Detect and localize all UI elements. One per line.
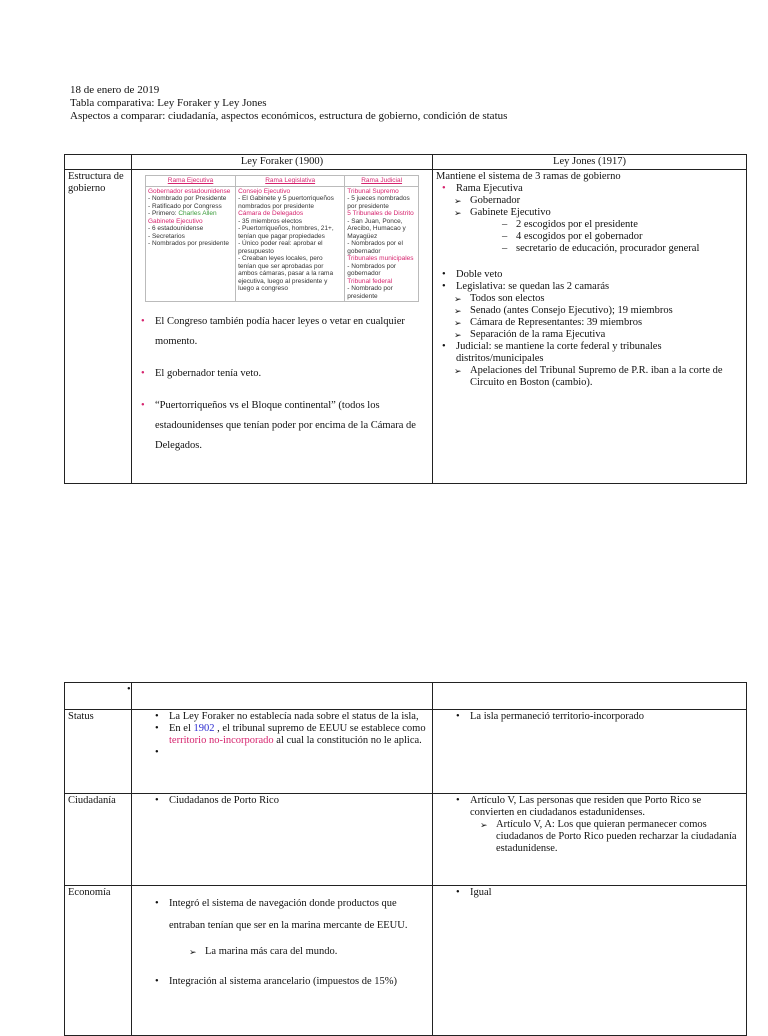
- aspects-line: Aspectos a comparar: ciudadanía, aspectos económicos, estructura de gobierno, condición de status: [70, 110, 508, 122]
- inner-item: - Nombrado por Presidente: [148, 195, 227, 202]
- list-item: • Ciudadanos de Porto Rico: [149, 795, 429, 807]
- list-item: ➢ Cámara de Representantes: 39 miembros: [436, 317, 743, 329]
- jones-economia-cell: [433, 886, 747, 1036]
- date-line: 18 de enero de 2019: [70, 84, 160, 96]
- branch-ejecutiva-content: [146, 186, 236, 302]
- list-item: – 4 escogidos por el gobernador: [436, 231, 743, 243]
- empty-header-cell: [132, 683, 433, 710]
- list-item: ➢ Separación de la rama Ejecutiva: [436, 329, 743, 341]
- list-item: ➢ Gobernador: [436, 195, 743, 207]
- row-label-status: Status: [65, 710, 132, 794]
- camara-title: Cámara de Delegados: [238, 210, 304, 217]
- row-label-estructura: Estructura de gobierno: [65, 170, 132, 484]
- document-header: [70, 84, 507, 123]
- term-highlight: territorio no-incorporado: [169, 735, 274, 746]
- corner-cell: [65, 155, 132, 170]
- list-item: ➢ Gabinete Ejecutivo: [436, 207, 743, 219]
- list-item: • Rama Ejecutiva: [436, 183, 743, 195]
- inner-item: - San Juan, Ponce, Arecibo, Humacao y Mayagüez: [347, 217, 406, 240]
- inner-item: - 35 miembros electos: [238, 217, 303, 225]
- list-item: ➢ Todos son electos: [436, 293, 743, 305]
- list-item: ➢ La marina más cara del mundo.: [171, 941, 429, 963]
- foraker-branches-table: [145, 175, 419, 302]
- comparison-table-2: [64, 682, 747, 1036]
- branch-ejecutiva-header: Rama Ejecutiva: [146, 176, 236, 187]
- foraker-bullets: [135, 312, 429, 456]
- list-item: • La Ley Foraker no establecía nada sobre el status de la isla,: [149, 711, 429, 723]
- list-item: ➢ Artículo V, A: Los que quieran permanecer comos ciudadanos de Porto Rico pueden recharzar la ciudadanía estadunidense.: [462, 819, 743, 855]
- jones-list-3: [436, 341, 743, 365]
- inner-item: - Secretarios: [148, 232, 185, 240]
- list-item: – secretario de educación, procurador general: [436, 243, 743, 255]
- list-item: • Artículo V, Las personas que residen que Porto Rico se convierten en ciudadanos estadunidenses.: [450, 795, 743, 819]
- branch-judicial-content: [345, 186, 419, 302]
- row-label-economia: Economía: [65, 886, 132, 1036]
- list-item: • El gobernador tenía veto.: [135, 364, 421, 384]
- jones-intro: Mantiene el sistema de 3 ramas de gobierno: [436, 171, 621, 182]
- jones-estructura-cell: [433, 170, 747, 484]
- inner-item: - 5 jueces nombrados por presidente: [347, 195, 410, 210]
- inner-item: - Nombrados por el gobernador: [347, 240, 403, 255]
- inner-item: - Puertorriqueños, hombres, 21+, tenían que pagar propiedades: [238, 225, 334, 240]
- jones-sublist-2: [436, 293, 743, 341]
- gabinete-title: Gabinete Ejecutivo: [148, 217, 203, 225]
- inner-item: - Primero: Charles Allen: [148, 210, 217, 217]
- list-item: • Doble veto: [436, 269, 743, 281]
- foraker-status-cell: [132, 710, 433, 794]
- branch-legislativa-content: [236, 186, 345, 302]
- status-foraker-list: [135, 711, 429, 747]
- list-item: ➢ Apelaciones del Tribunal Supremo de P.R. iban a la corte de Circuito en Boston (cambio).: [436, 365, 743, 389]
- inner-item: - Único poder real: aprobar el presupuesto: [238, 240, 323, 255]
- list-item: • Judicial: se mantiene la corte federal y tribunales distritos/municipales: [436, 341, 743, 365]
- jones-sublist: [436, 195, 743, 219]
- jones-sublist-3: [436, 365, 743, 389]
- jones-list: [436, 183, 743, 195]
- list-item: ➢ Senado (antes Consejo Ejecutivo); 19 miembros: [436, 305, 743, 317]
- list-item: • En el 1902 , el tribunal supremo de EEUU se establece como territorio no-incorporado al cual la constitución no le aplica.: [149, 723, 429, 747]
- branch-judicial-header: Rama Judicial: [345, 176, 419, 187]
- inner-item: - Creaban leyes locales, pero tenían que ser aprobadas por ambos cámaras, pasar a la rama ejecutiva, luego al presidente y luego a congreso: [238, 255, 334, 292]
- col-header-jones: Ley Jones (1917): [433, 155, 747, 170]
- tribunales-municipales-title: Tribunales municipales: [347, 255, 414, 262]
- consejo-title: Consejo Ejecutivo: [238, 187, 291, 195]
- inner-item: - 6 estadounidense: [148, 225, 204, 232]
- inner-item: - El Gabinete y 5 puertorriqueños nombrados por presidente: [238, 195, 334, 210]
- foraker-economia-cell: [132, 886, 433, 1036]
- inner-item: - Nombrados por presidente: [148, 240, 229, 247]
- tribunales-distrito-title: 5 Tribunales de Distrito: [347, 210, 414, 217]
- comparison-table-1: [64, 154, 747, 484]
- corner-cell: [65, 683, 132, 710]
- list-item: • El Congreso también podía hacer leyes o vetar en cualquier momento.: [135, 312, 421, 352]
- inner-item: - Nombrados por gobernador: [347, 262, 397, 277]
- jones-ciudadania-cell: [433, 794, 747, 886]
- gobernador-title: Gobernador estadounidense: [148, 187, 231, 195]
- governor-name: Charles Allen: [178, 210, 217, 217]
- list-item: – 2 escogidos por el presidente: [436, 219, 743, 231]
- row-label-ciudadania: Ciudadanía: [65, 794, 132, 886]
- tribunal-supremo-title: Tribunal Supremo: [347, 187, 399, 195]
- inner-item: - Nombrado por presidente: [347, 285, 393, 300]
- list-item: • Igual: [450, 887, 743, 899]
- col-header-foraker: Ley Foraker (1900): [132, 155, 433, 170]
- jones-list-2: [436, 269, 743, 293]
- list-item: • Integración al sistema arancelario (impuestos de 15%): [149, 971, 429, 993]
- branch-legislativa-header: Rama Legislativa: [236, 176, 345, 187]
- list-item: • Legislativa: se quedan las 2 camarás: [436, 281, 743, 293]
- jones-status-cell: [433, 710, 747, 794]
- list-item: • Integró el sistema de navegación donde productos que entraban tenían que ser en la marina mercante de EEUU.: [149, 893, 429, 937]
- list-item: • La isla permaneció territorio-incorporado: [450, 711, 743, 723]
- document-title: Tabla comparativa: Ley Foraker y Ley Jones: [70, 97, 267, 109]
- list-item: • “Puertorriqueños vs el Bloque continental” (todos los estadounidenses que tenían poder por encima de la Cámara de Delegados.: [135, 396, 421, 456]
- foraker-estructura-cell: [132, 170, 433, 484]
- jones-dash-list: [436, 219, 743, 255]
- tribunal-federal-title: Tribunal federal: [347, 277, 393, 285]
- empty-header-cell: [433, 683, 747, 710]
- inner-item: - Ratificado por Congress: [148, 202, 222, 210]
- year-highlight: 1902: [193, 723, 215, 734]
- foraker-ciudadania-cell: [132, 794, 433, 886]
